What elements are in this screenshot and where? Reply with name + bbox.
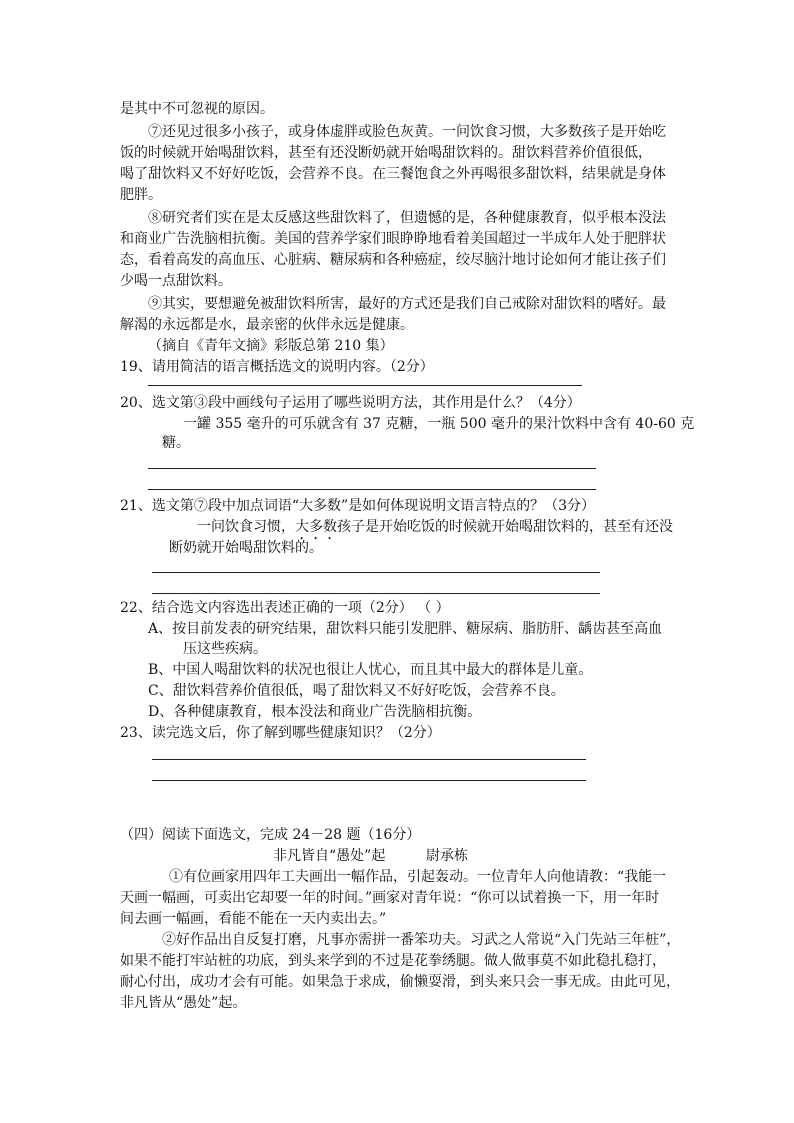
article-p2-line: 非凡皆从“愚处”起。 [120,995,247,1011]
paragraph-9-line: ⑨其实，要想避免被甜饮料所害，最好的方式还是我们自己戒除对甜饮料的嗜好。最 [148,296,666,312]
paragraph-7-line: 喝了甜饮料又不好好吃饭，会营养不良。在三餐饱食之外再喝很多甜饮料，结果就是身体 [120,166,666,182]
article-title: 非凡皆自“愚处”起 [273,848,386,864]
question-23: 23、读完选文后，你了解到哪些健康知识？（2分） [120,725,441,741]
option-a-cont: 压这些疾病。 [183,641,267,657]
answer-line [148,468,596,469]
option-a: A、按目前发表的研究结果，甜饮料只能引发肥胖、糖尿病、脂肪肝、龋齿甚至高血 [148,621,663,637]
article-p2-line: 如果不能打牢站桩的功底，到头来学到的不过是花拳绣腿。做人做事莫不如此稳扎稳打， [120,953,666,969]
question-21: 21、选文第⑦段中加点词语“大多数”是如何体现说明文语言特点的？（3分） [120,498,596,514]
article-p1-line: 间去画一幅画，看能不能在一天内卖出去。” [120,911,387,927]
article-p2-line: ②好作品出自反复打磨，凡事亦需拼一番笨功夫。习武之人常说“入门先站三年桩”， [162,932,681,948]
section-heading: （四）阅读下面选文，完成 24－28 题（16分） [120,827,421,843]
quote-line: 一罐 355 毫升的可乐就含有 37 克糖，一瓶 500 毫升的果汁饮料中含有 40-60 克 [183,416,695,432]
paragraph-7-line: 肥胖。 [120,187,162,203]
article-p1-line: 天画一幅画，可卖出它却要一年的时间。”画家对青年说：“你可以试着换一下，用一年时 [120,890,660,906]
dotted-word: 大多数 [295,519,337,535]
quote-line: 断奶就开始喝甜饮料的。 [169,540,323,556]
article-p2-line: 耐心付出，成功才会有可能。如果急于求成，偷懒耍滑，到头来只会一事无成。由此可见， [120,974,680,990]
question-22: 22、结合选文内容选出表述正确的一项（2分） （ ） [120,600,450,616]
paragraph-7-line: 饭的时候就开始喝甜饮料，甚至有还没断奶就开始喝甜饮料的。甜饮料营养价值很低， [120,145,652,161]
option-b: B、中国人喝甜饮料的状况也很让人忧心，而且其中最大的群体是儿童。 [148,662,593,678]
option-c: C、甜饮料营养价值很低，喝了甜饮料又不好好吃饭，会营养不良。 [148,683,565,699]
source-citation: （摘自《青年文摘》彩版总第 210 集） [148,338,394,354]
answer-line [148,385,582,386]
question-19: 19、请用简洁的语言概括选文的说明内容。（2分） [120,359,434,375]
paragraph-8-line: 态，看着高发的高血压、心脏病、糖尿病和各种癌症，绞尽脑汁地讨论如何才能让孩子们 [120,252,666,268]
article-author: 尉承栋 [426,848,468,864]
answer-line [152,780,586,781]
paragraph-9-line: 解渴的永远都是水，最亲密的伙伴永远是健康。 [120,317,414,333]
quote-text: 一问饮食习惯， [197,519,295,535]
option-d: D、各种健康教育，根本没法和商业广告洗脑相抗衡。 [148,704,482,720]
question-20: 20、选文第③段中画线句子运用了哪些说明方法，其作用是什么？（4分） [120,395,581,411]
quote-text: 孩子是开始吃饭的时候就开始喝甜饮料的，甚至有还没 [337,519,673,535]
quote-line: 糖。 [162,435,190,451]
passage-tail: 是其中不可忽视的原因。 [120,101,274,117]
paragraph-8-line: 少喝一点甜饮料。 [120,273,232,289]
paragraph-8-line: 和商业广告洗脑相抗衡。美国的营养学家们眼睁睁地看着美国超过一半成年人处于肥胖状 [120,231,666,247]
answer-line [152,572,600,573]
answer-line [152,593,600,594]
answer-line [148,489,596,490]
answer-line [152,759,586,760]
paragraph-7-line: ⑦还见过很多小孩子，或身体虚胖或脸色灰黄。一问饮食习惯，大多数孩子是开始吃 [148,124,666,140]
article-p1-line: ①有位画家用四年工夫画出一幅作品，引起轰动。一位青年人向他请教：“我能一 [169,869,667,885]
paragraph-8-line: ⑧研究者们实在是太反感这些甜饮料了，但遗憾的是，各种健康教育，似乎根本没法 [148,210,666,226]
